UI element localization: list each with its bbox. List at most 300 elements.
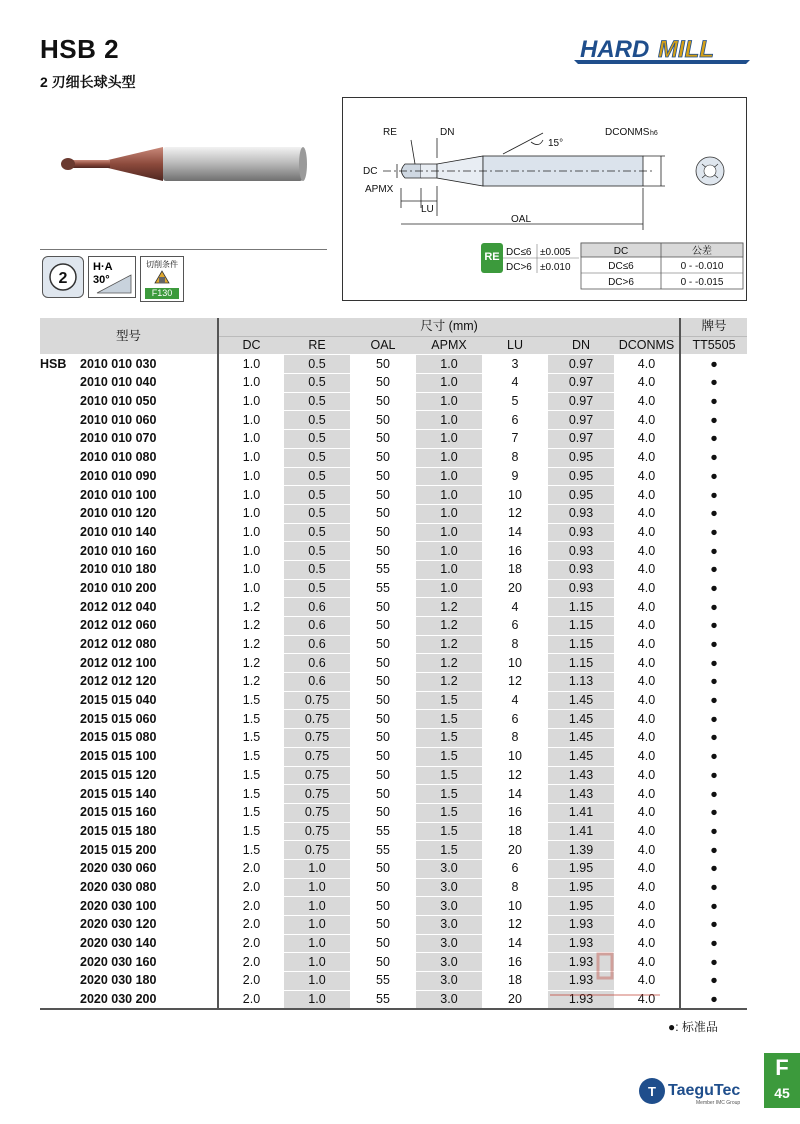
cell-dn: 1.15 xyxy=(548,598,614,617)
model-cell xyxy=(40,747,218,766)
model-code: 2015 015 080 xyxy=(80,730,157,745)
cell-grade: ● xyxy=(680,504,747,523)
cell-dn: 1.45 xyxy=(548,691,614,710)
cell-dn: 0.95 xyxy=(548,486,614,505)
model-code: 2010 010 070 xyxy=(80,431,157,446)
hardmill-logo xyxy=(574,30,750,66)
svg-text:公差: 公差 xyxy=(692,246,712,257)
cell-dc: 1.2 xyxy=(218,654,284,673)
cell-dconms: 4.0 xyxy=(614,729,680,748)
cell-grade: ● xyxy=(680,990,747,1009)
cell-oal: 50 xyxy=(350,691,416,710)
cell-oal: 50 xyxy=(350,803,416,822)
cell-grade: ● xyxy=(680,654,747,673)
cell-oal: 50 xyxy=(350,785,416,804)
cell-lu: 16 xyxy=(482,803,548,822)
cell-dconms: 4.0 xyxy=(614,878,680,897)
model-cell xyxy=(40,953,218,972)
cell-grade: ● xyxy=(680,859,747,878)
cell-dn: 1.45 xyxy=(548,729,614,748)
model-code: 2020 030 180 xyxy=(80,973,157,988)
model-header: 型号 xyxy=(40,318,218,355)
cell-re: 0.5 xyxy=(284,523,350,542)
svg-text:RE: RE xyxy=(383,127,397,138)
col-dc: DC xyxy=(218,336,284,355)
cell-apmx: 3.0 xyxy=(416,859,482,878)
cell-re: 0.75 xyxy=(284,691,350,710)
cell-apmx: 3.0 xyxy=(416,878,482,897)
cell-grade: ● xyxy=(680,878,747,897)
model-cell xyxy=(40,859,218,878)
model-code: 2010 010 160 xyxy=(80,543,157,558)
model-cell xyxy=(40,579,218,598)
cell-lu: 8 xyxy=(482,635,548,654)
cell-apmx: 1.2 xyxy=(416,617,482,636)
table-row xyxy=(40,374,747,393)
cell-grade: ● xyxy=(680,430,747,449)
cell-oal: 50 xyxy=(350,747,416,766)
cell-dn: 1.43 xyxy=(548,785,614,804)
model-cell xyxy=(40,430,218,449)
cell-oal: 50 xyxy=(350,916,416,935)
svg-text:DC≤6: DC≤6 xyxy=(608,261,634,272)
cell-oal: 50 xyxy=(350,673,416,692)
cell-re: 1.0 xyxy=(284,878,350,897)
cell-dconms: 4.0 xyxy=(614,355,680,374)
svg-text:h6: h6 xyxy=(650,130,658,137)
helix-angle-icon xyxy=(89,257,135,297)
cell-grade: ● xyxy=(680,897,747,916)
cell-lu: 18 xyxy=(482,822,548,841)
model-code: 2020 030 080 xyxy=(80,879,157,894)
cell-dconms: 4.0 xyxy=(614,934,680,953)
model-cell xyxy=(40,934,218,953)
cell-dc: 2.0 xyxy=(218,990,284,1009)
cell-re: 0.5 xyxy=(284,542,350,561)
cell-re: 0.5 xyxy=(284,486,350,505)
model-cell xyxy=(40,617,218,636)
cell-lu: 12 xyxy=(482,504,548,523)
cell-oal: 50 xyxy=(350,486,416,505)
table-row xyxy=(40,785,747,804)
cell-apmx: 3.0 xyxy=(416,934,482,953)
cell-dconms: 4.0 xyxy=(614,617,680,636)
cell-lu: 4 xyxy=(482,598,548,617)
cell-dn: 1.45 xyxy=(548,710,614,729)
cell-dc: 1.5 xyxy=(218,785,284,804)
cell-apmx: 1.0 xyxy=(416,355,482,374)
cell-grade: ● xyxy=(680,617,747,636)
technical-diagram xyxy=(342,97,747,301)
cell-dc: 1.0 xyxy=(218,542,284,561)
grade-header: 牌号 xyxy=(680,318,747,336)
page-number: 45 xyxy=(774,1085,790,1101)
cell-oal: 50 xyxy=(350,635,416,654)
cell-re: 0.5 xyxy=(284,355,350,374)
cell-dn: 0.97 xyxy=(548,392,614,411)
cell-dc: 1.2 xyxy=(218,617,284,636)
cell-re: 0.5 xyxy=(284,448,350,467)
svg-text:OAL: OAL xyxy=(511,214,532,225)
cell-re: 0.5 xyxy=(284,560,350,579)
cell-oal: 50 xyxy=(350,710,416,729)
model-cell xyxy=(40,822,218,841)
table-row xyxy=(40,691,747,710)
cell-re: 1.0 xyxy=(284,859,350,878)
model-code: 2012 012 100 xyxy=(80,655,157,670)
cell-oal: 50 xyxy=(350,617,416,636)
cell-dc: 1.0 xyxy=(218,486,284,505)
endmill-photo xyxy=(48,130,310,196)
cell-apmx: 1.0 xyxy=(416,523,482,542)
col-re: RE xyxy=(284,336,350,355)
cell-dc: 1.0 xyxy=(218,392,284,411)
cell-apmx: 1.0 xyxy=(416,542,482,561)
cell-lu: 10 xyxy=(482,747,548,766)
cell-grade: ● xyxy=(680,411,747,430)
cell-dc: 1.0 xyxy=(218,523,284,542)
cell-dc: 1.2 xyxy=(218,673,284,692)
cell-dc: 1.5 xyxy=(218,729,284,748)
cell-oal: 50 xyxy=(350,392,416,411)
cell-dconms: 4.0 xyxy=(614,392,680,411)
model-code: 2010 010 100 xyxy=(80,487,157,502)
col-lu: LU xyxy=(482,336,548,355)
cell-oal: 50 xyxy=(350,542,416,561)
cell-grade: ● xyxy=(680,579,747,598)
model-code: 2010 010 050 xyxy=(80,394,157,409)
cell-re: 0.5 xyxy=(284,467,350,486)
cell-dn: 0.97 xyxy=(548,430,614,449)
divider xyxy=(40,249,327,250)
model-cell xyxy=(40,486,218,505)
cell-grade: ● xyxy=(680,953,747,972)
cell-dc: 2.0 xyxy=(218,916,284,935)
cell-oal: 55 xyxy=(350,560,416,579)
cell-dc: 2.0 xyxy=(218,934,284,953)
model-code: 2012 012 060 xyxy=(80,618,157,633)
cell-dc: 1.0 xyxy=(218,374,284,393)
cell-dc: 1.5 xyxy=(218,841,284,860)
svg-text:2: 2 xyxy=(58,270,68,287)
table-row xyxy=(40,635,747,654)
cell-grade: ● xyxy=(680,691,747,710)
table-row xyxy=(40,841,747,860)
model-code: 2020 030 140 xyxy=(80,936,157,951)
table-row xyxy=(40,747,747,766)
table-row xyxy=(40,392,747,411)
cell-oal: 50 xyxy=(350,374,416,393)
model-code: 2020 030 120 xyxy=(80,917,157,932)
cell-dconms: 4.0 xyxy=(614,579,680,598)
cell-dn: 1.13 xyxy=(548,673,614,692)
cell-dconms: 4.0 xyxy=(614,542,680,561)
taegutec-logo xyxy=(638,1075,756,1107)
model-cell xyxy=(40,467,218,486)
cell-oal: 50 xyxy=(350,448,416,467)
model-cell xyxy=(40,523,218,542)
cell-lu: 10 xyxy=(482,897,548,916)
model-cell xyxy=(40,635,218,654)
cell-re: 0.6 xyxy=(284,673,350,692)
table-row xyxy=(40,448,747,467)
svg-text:LU: LU xyxy=(421,204,434,215)
cell-dc: 1.2 xyxy=(218,635,284,654)
table-row xyxy=(40,411,747,430)
cell-dc: 1.0 xyxy=(218,504,284,523)
cell-dn: 0.97 xyxy=(548,411,614,430)
cell-apmx: 3.0 xyxy=(416,953,482,972)
cell-oal: 50 xyxy=(350,654,416,673)
cell-lu: 12 xyxy=(482,766,548,785)
cell-dc: 1.5 xyxy=(218,747,284,766)
cell-dc: 1.5 xyxy=(218,803,284,822)
model-code: 2015 015 120 xyxy=(80,767,157,782)
cell-dc: 1.0 xyxy=(218,448,284,467)
cell-re: 0.6 xyxy=(284,654,350,673)
cell-dc: 1.0 xyxy=(218,467,284,486)
table-row xyxy=(40,467,747,486)
cell-apmx: 3.0 xyxy=(416,972,482,991)
cell-dc: 1.0 xyxy=(218,560,284,579)
cell-re: 1.0 xyxy=(284,990,350,1009)
cell-dc: 2.0 xyxy=(218,878,284,897)
model-code: 2015 015 180 xyxy=(80,823,157,838)
cell-lu: 14 xyxy=(482,934,548,953)
table-row xyxy=(40,617,747,636)
model-code: 2010 010 180 xyxy=(80,562,157,577)
model-code: 2010 010 120 xyxy=(80,506,157,521)
table-row xyxy=(40,560,747,579)
cell-re: 0.75 xyxy=(284,841,350,860)
model-code: 2012 012 080 xyxy=(80,637,157,652)
model-code: 2010 010 090 xyxy=(80,468,157,483)
table-row xyxy=(40,523,747,542)
model-code: 2020 030 100 xyxy=(80,898,157,913)
cell-dn: 1.39 xyxy=(548,841,614,860)
model-cell xyxy=(40,542,218,561)
model-cell xyxy=(40,766,218,785)
cell-dconms: 4.0 xyxy=(614,467,680,486)
cell-dconms: 4.0 xyxy=(614,990,680,1009)
model-code: 2010 010 030 xyxy=(80,356,157,371)
cell-apmx: 1.5 xyxy=(416,841,482,860)
cell-lu: 7 xyxy=(482,430,548,449)
model-code: 2010 010 200 xyxy=(80,580,157,595)
cell-re: 0.75 xyxy=(284,729,350,748)
col-dn: DN xyxy=(548,336,614,355)
section-letter: F xyxy=(775,1055,789,1080)
cell-dn: 0.97 xyxy=(548,355,614,374)
cell-grade: ● xyxy=(680,598,747,617)
cell-re: 0.5 xyxy=(284,579,350,598)
model-cell xyxy=(40,710,218,729)
cell-oal: 50 xyxy=(350,878,416,897)
cell-lu: 6 xyxy=(482,859,548,878)
svg-text:DC: DC xyxy=(613,246,629,257)
cell-dc: 1.0 xyxy=(218,579,284,598)
cell-dc: 1.0 xyxy=(218,355,284,374)
cell-apmx: 1.0 xyxy=(416,579,482,598)
cell-dconms: 4.0 xyxy=(614,430,680,449)
table-row xyxy=(40,598,747,617)
table-row xyxy=(40,878,747,897)
cell-apmx: 1.0 xyxy=(416,467,482,486)
cell-lu: 20 xyxy=(482,579,548,598)
cell-grade: ● xyxy=(680,766,747,785)
cell-lu: 14 xyxy=(482,785,548,804)
cell-re: 0.5 xyxy=(284,374,350,393)
model-cell xyxy=(40,841,218,860)
cell-grade: ● xyxy=(680,523,747,542)
cell-re: 0.6 xyxy=(284,598,350,617)
model-cell xyxy=(40,374,218,393)
endmill-drawing xyxy=(343,98,746,300)
cell-dconms: 4.0 xyxy=(614,710,680,729)
cell-lu: 4 xyxy=(482,691,548,710)
cell-oal: 50 xyxy=(350,355,416,374)
standard-legend: ●: 标准品 xyxy=(668,1020,718,1034)
section-tab xyxy=(764,1053,800,1108)
cell-dn: 1.93 xyxy=(548,934,614,953)
cell-dc: 1.5 xyxy=(218,822,284,841)
cell-dn: 1.93 xyxy=(548,953,614,972)
page-subtitle: 2 刃细长球头型 xyxy=(40,74,136,90)
cell-oal: 55 xyxy=(350,972,416,991)
cell-dn: 0.93 xyxy=(548,579,614,598)
model-code: 2015 015 040 xyxy=(80,693,157,708)
cell-apmx: 3.0 xyxy=(416,916,482,935)
table-row xyxy=(40,430,747,449)
cell-apmx: 1.2 xyxy=(416,635,482,654)
cell-apmx: 1.0 xyxy=(416,430,482,449)
svg-text:15°: 15° xyxy=(548,138,564,149)
cutting-condition-label: 切削条件 xyxy=(146,260,178,269)
svg-text:DCONMS: DCONMS xyxy=(605,127,650,138)
cell-apmx: 1.5 xyxy=(416,766,482,785)
model-cell xyxy=(40,560,218,579)
cell-apmx: 1.5 xyxy=(416,747,482,766)
svg-text:DC≤6: DC≤6 xyxy=(506,247,532,258)
cell-dconms: 4.0 xyxy=(614,523,680,542)
cell-dc: 2.0 xyxy=(218,897,284,916)
model-cell xyxy=(40,729,218,748)
model-cell xyxy=(40,355,218,374)
cell-lu: 20 xyxy=(482,990,548,1009)
model-code: 2020 030 160 xyxy=(80,954,157,969)
cell-grade: ● xyxy=(680,934,747,953)
cell-grade: ● xyxy=(680,841,747,860)
cell-oal: 55 xyxy=(350,579,416,598)
cell-apmx: 1.0 xyxy=(416,504,482,523)
svg-text:30°: 30° xyxy=(93,274,110,286)
cell-oal: 50 xyxy=(350,729,416,748)
cell-apmx: 1.2 xyxy=(416,673,482,692)
cutting-condition-badge xyxy=(140,256,184,302)
cell-dn: 1.93 xyxy=(548,990,614,1009)
cell-apmx: 1.0 xyxy=(416,560,482,579)
cell-dn: 1.41 xyxy=(548,822,614,841)
cell-grade: ● xyxy=(680,916,747,935)
cell-dconms: 4.0 xyxy=(614,841,680,860)
cell-apmx: 1.2 xyxy=(416,654,482,673)
cell-lu: 14 xyxy=(482,523,548,542)
cell-dconms: 4.0 xyxy=(614,560,680,579)
table-row xyxy=(40,916,747,935)
model-cell xyxy=(40,654,218,673)
cell-dn: 0.93 xyxy=(548,542,614,561)
cell-dn: 1.93 xyxy=(548,916,614,935)
cell-lu: 6 xyxy=(482,617,548,636)
cell-lu: 5 xyxy=(482,392,548,411)
cell-dconms: 4.0 xyxy=(614,411,680,430)
cell-grade: ● xyxy=(680,486,747,505)
model-code: 2010 010 080 xyxy=(80,450,157,465)
model-cell xyxy=(40,785,218,804)
model-cell xyxy=(40,803,218,822)
cell-dconms: 4.0 xyxy=(614,635,680,654)
cell-dconms: 4.0 xyxy=(614,859,680,878)
cell-apmx: 1.0 xyxy=(416,392,482,411)
cell-oal: 50 xyxy=(350,766,416,785)
cell-oal: 50 xyxy=(350,467,416,486)
model-code: 2015 015 200 xyxy=(80,842,157,857)
cell-dconms: 4.0 xyxy=(614,691,680,710)
cell-dconms: 4.0 xyxy=(614,504,680,523)
cell-apmx: 1.0 xyxy=(416,486,482,505)
table-row xyxy=(40,897,747,916)
cell-re: 0.6 xyxy=(284,635,350,654)
model-cell xyxy=(40,897,218,916)
cell-dc: 1.0 xyxy=(218,430,284,449)
svg-text:H·A: H·A xyxy=(93,261,113,273)
model-cell xyxy=(40,598,218,617)
cell-dc: 1.0 xyxy=(218,411,284,430)
cell-re: 0.75 xyxy=(284,766,350,785)
model-code: 2012 012 120 xyxy=(80,674,157,689)
svg-text:RE: RE xyxy=(484,251,500,263)
svg-text:DC>6: DC>6 xyxy=(608,277,634,288)
cell-re: 0.5 xyxy=(284,504,350,523)
cell-dn: 0.93 xyxy=(548,523,614,542)
cell-dn: 1.95 xyxy=(548,859,614,878)
cell-dn: 1.43 xyxy=(548,766,614,785)
cell-re: 0.75 xyxy=(284,803,350,822)
cell-apmx: 3.0 xyxy=(416,990,482,1009)
cell-oal: 50 xyxy=(350,523,416,542)
cell-dc: 1.5 xyxy=(218,691,284,710)
cell-re: 0.5 xyxy=(284,430,350,449)
cutting-condition-code: F130 xyxy=(145,288,179,299)
cell-dn: 1.93 xyxy=(548,972,614,991)
cell-re: 0.75 xyxy=(284,785,350,804)
svg-text:Member IMC Group: Member IMC Group xyxy=(696,1100,741,1106)
table-row xyxy=(40,355,747,374)
col-oal: OAL xyxy=(350,336,416,355)
cell-lu: 8 xyxy=(482,878,548,897)
svg-text:0 - -0.010: 0 - -0.010 xyxy=(680,261,724,272)
cell-dn: 1.15 xyxy=(548,635,614,654)
col-grade-tt5505: TT5505 xyxy=(680,336,747,355)
svg-text:T: T xyxy=(648,1084,656,1099)
cell-lu: 12 xyxy=(482,916,548,935)
cell-dconms: 4.0 xyxy=(614,822,680,841)
cell-dconms: 4.0 xyxy=(614,897,680,916)
cutting-tool-icon xyxy=(153,269,171,285)
table-row xyxy=(40,542,747,561)
cell-apmx: 1.0 xyxy=(416,411,482,430)
end-view-icon xyxy=(696,157,724,185)
